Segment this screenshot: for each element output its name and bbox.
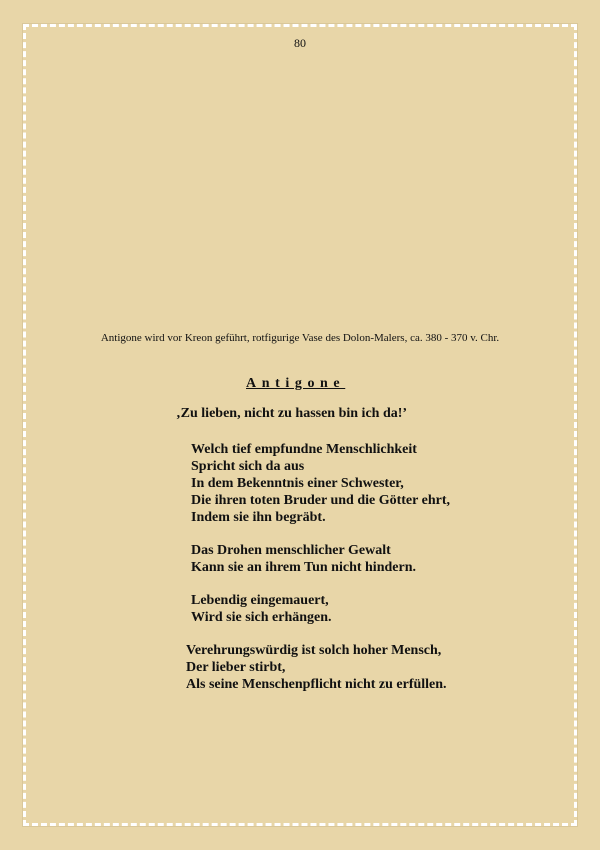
poem-line: Das Drohen menschlicher Gewalt bbox=[191, 543, 391, 558]
poem-line: In dem Bekenntnis einer Schwester, bbox=[191, 476, 404, 491]
poem-line: Verehrungswürdig ist solch hoher Mensch, bbox=[186, 643, 442, 658]
poem-line: Als seine Menschenpflicht nicht zu erfüllen. bbox=[186, 677, 447, 692]
image-caption: Antigone wird vor Kreon geführt, rotfigurige Vase des Dolon-Malers, ca. 380 - 370 v. Chr. bbox=[100, 332, 500, 344]
poem-line: Der lieber stirbt, bbox=[186, 660, 286, 675]
poem-line: Welch tief empfundne Menschlichkeit bbox=[191, 442, 417, 457]
page-border bbox=[23, 24, 577, 826]
poem-line: Kann sie an ihrem Tun nicht hindern. bbox=[191, 560, 416, 575]
poem-epigraph: ‚Zu lieben, nicht zu hassen bin ich da!’ bbox=[176, 406, 408, 421]
poem-line: Wird sie sich erhängen. bbox=[191, 610, 332, 625]
poem-line: Die ihren toten Bruder und die Götter ehrt, bbox=[191, 493, 450, 508]
poem-line: Spricht sich da aus bbox=[191, 459, 305, 474]
page-number: 80 bbox=[294, 36, 306, 50]
poem-line: Lebendig eingemauert, bbox=[191, 593, 329, 608]
poem-title: Antigone bbox=[246, 376, 346, 391]
poem-line: Indem sie ihn begräbt. bbox=[191, 510, 326, 525]
